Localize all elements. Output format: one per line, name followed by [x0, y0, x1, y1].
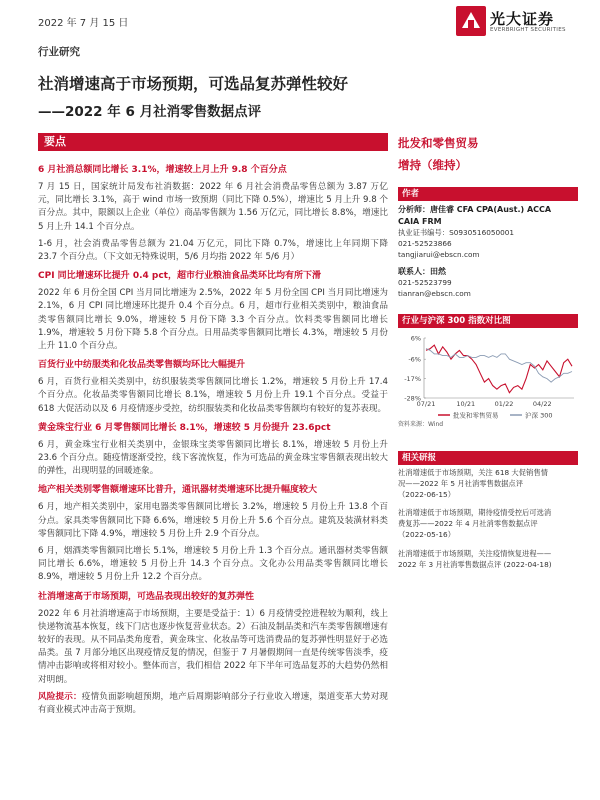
y-tick-label: 6%: [410, 334, 421, 343]
report-subtitle: ——2022 年 6 月社消零售数据点评: [38, 104, 262, 120]
everbright-logo-icon: [456, 6, 486, 36]
y-tick-label: -17%: [404, 375, 421, 384]
analyst-credentials: CAIA FRM: [398, 217, 442, 226]
summary-subheading: 黄金珠宝行业 6 月零售额同比增长 8.1%，增速较 5 月份提升 23.6pct: [38, 422, 331, 433]
chart-source: 资料来源：Wind: [398, 420, 444, 427]
summary-paragraph: 7 月 15 日，国家统计局发布社消数据：2022 年 6 月社会消费品零售总额为 3.87 万亿元，同比增长 3.1%，高于 wind 市场一致预期（同比下降 0.5%），增速比 5 月上升 9.8 个百分点。其中，限额以上企业（单位）商品零售额为 1.56 万亿元，同比增长 8.8%，增速比 5 月上升 14.1 个百分点。: [38, 182, 388, 232]
summary-paragraph: 2022 年 6 月社消增速高于市场预期，主要是受益于：1）6 月疫情受控进程较为顺利，线上快递物流基本恢复，线下门店也逐步恢复营业状态。2）石油及制品类和汽车类零售额增速有较好的表现。从不同品类角度看，黄金珠宝、化妆品等可选消费品的复苏弹性明显好于必选品类。虽 7 月部分地区出现疫情反复的情况，但鉴于 7 月暑假期间一直是传统零售淡季，疫情冲击影响或将相对较小。整体而言，我们相信 2022 年下半年可选品复苏的大趋势仍然相对明朗。: [38, 608, 388, 685]
logo-chinese-name: 光大证券: [490, 10, 555, 28]
contact-phone: 021-52523799: [398, 278, 452, 288]
summary-subheading: 百货行业中纺服类和化妆品类零售额均环比大幅提升: [38, 360, 246, 371]
summary-subheading: CPI 同比增速环比提升 0.4 pct，超市行业粮油食品类环比均有所下滑: [38, 271, 321, 282]
index-comparison-chart: [398, 332, 578, 427]
summary-paragraph: 6 月，烟酒类零售额同比增长 5.1%，增速较 5 月份上升 1.3 个百分点。通讯器材类零售额同比增长 6.6%，增速较 5 月份上升 14.3 个百分点。文化办公用品类零售额同比增长 8.9%，增速较 5 月份上升 12.2 个百分点。: [38, 546, 388, 583]
summary-heading: 要点: [38, 133, 388, 151]
summary-paragraph: 6 月，地产相关类别中，家用电器类零售额同比增长 3.2%，增速较 5 月份上升 13.8 个百分点。家具类零售额同比下降 6.6%，增速较 5 月份上升 5.6 个百分点。建筑及装潢材料类零售额同比下降 4.9%，增速较 5 月份上升 2.9 个百分点。: [38, 502, 388, 539]
analyst-email[interactable]: tangjiarui@ebscn.com: [398, 249, 480, 259]
legend-label: 沪深 300: [525, 411, 553, 420]
chart-svg: [398, 332, 578, 427]
analyst-name: 分析师：唐佳睿 CFA CPA(Aust.) ACCA: [398, 205, 552, 214]
company-logo: [456, 6, 576, 38]
report-title: 社消增速高于市场预期，可选品复苏弹性较好: [38, 75, 349, 93]
summary-paragraph: 2022 年 6 月份全国 CPI 当月同比增速为 2.5%，2022 年 5 月份全国 CPI 当月同比增速为 2.1%，6 月 CPI 同比增速环比提升 0.4 个百分点。6 月，超市行业相关类别中，粮油食品类零售额同比增长 9.0%，增速较 5 月份下降 3.3 个百分点。饮料类零售额同比增长 1.9%，增速较 5 月份下降 5.8 个百分点。日用品类零售额同比增长 4.3%，增速较 5 月份上升 11.0 个百分点。: [38, 288, 388, 352]
report-date: 2022 年 7 月 15 日: [38, 18, 129, 29]
chart-heading: 行业与沪深 300 指数对比图: [398, 314, 578, 328]
research-heading: 相关研报: [398, 451, 578, 465]
x-tick-label: 07/21: [416, 399, 436, 408]
risk-text: 疫情负面影响超预期，地产后周期影响部分子行业收入增速，渠道变革大势对现有商业模式冲击高于预期。: [38, 691, 388, 716]
related-research-item[interactable]: 社消增速低于市场预期，期待疫情受控后可选消 费复苏——2022 年 4 月社消零售数据点评 （2022-05-16）: [398, 508, 552, 539]
x-tick-label: 01/22: [494, 399, 514, 408]
analyst-phone: 021-52523866: [398, 238, 452, 248]
logo-english-name: EVERBRIGHT SECURITIES: [490, 27, 566, 33]
industry-name: 批发和零售贸易: [398, 136, 479, 150]
related-research-item[interactable]: 社消增速低于市场预期，关注 618 大促销售情 况——2022 年 5 月社消零售数据点评 （2022-06-15）: [398, 467, 548, 499]
summary-subheading: 6 月社消总额同比增长 3.1%，增速较上月上升 9.8 个百分点: [38, 165, 287, 175]
summary-subheading: 社消增速高于市场预期，可选品表现出较好的复苏弹性: [38, 591, 255, 602]
y-tick-label: -28%: [404, 394, 421, 403]
summary-paragraph: 6 月，黄金珠宝行业相关类别中，金银珠宝类零售额同比增长 8.1%，增速较 5 月份上升 23.6 个百分点。随疫情逐渐受控，线下客流恢复，作为可选品的黄金珠宝零售额表现出较大的弹性，出现明显的回暖迹象。: [38, 439, 388, 477]
y-tick-label: -6%: [408, 355, 421, 364]
summary-paragraph: 1-6 月，社会消费品零售总额为 21.04 万亿元，同比下降 0.7%，增速比上年同期下降 23.7 个百分点。（下文如无特殊说明，5/6 月均指 2022 年 5/6 月）: [38, 238, 388, 263]
analyst-license: 执业证书编号：S0930516050001: [398, 228, 515, 237]
author-heading: 作者: [398, 187, 578, 201]
report-category: 行业研究: [38, 46, 80, 58]
risk-warning: [38, 691, 388, 717]
x-tick-label: 10/21: [456, 399, 476, 408]
risk-label: 风险提示：: [38, 691, 82, 702]
summary-body: [38, 158, 388, 717]
summary-paragraph: 6 月，百货行业相关类别中，纺织服装类零售额同比增长 1.2%，增速较 5 月份上升 17.4 个百分点。化妆品类零售额同比增长 8.1%，增速较 5 月份上升 19.1 个百分点。受益于 618 大促活动以及 6 月疫情逐步受控，纺织服装类和化妆品类零售额均有较好的复苏表现。: [38, 377, 388, 414]
series-line-industry: [426, 345, 572, 393]
industry-rating: 增持（维持）: [398, 158, 467, 172]
summary-subheading: 地产相关类别零售额增速环比普升，通讯器材类增速环比提升幅度较大: [38, 485, 318, 496]
legend-label: 批发和零售贸易: [453, 411, 499, 420]
related-research-item[interactable]: 社消增速低于市场预期，关注疫情恢复进程—— 2022 年 3 月社消零售数据点评 (2022-04-18): [398, 548, 552, 569]
sidebar: [398, 133, 578, 570]
x-tick-label: 04/22: [532, 399, 552, 408]
contact-email[interactable]: tianran@ebscn.com: [398, 289, 471, 299]
contact-name: 联系人：田然: [398, 267, 446, 277]
